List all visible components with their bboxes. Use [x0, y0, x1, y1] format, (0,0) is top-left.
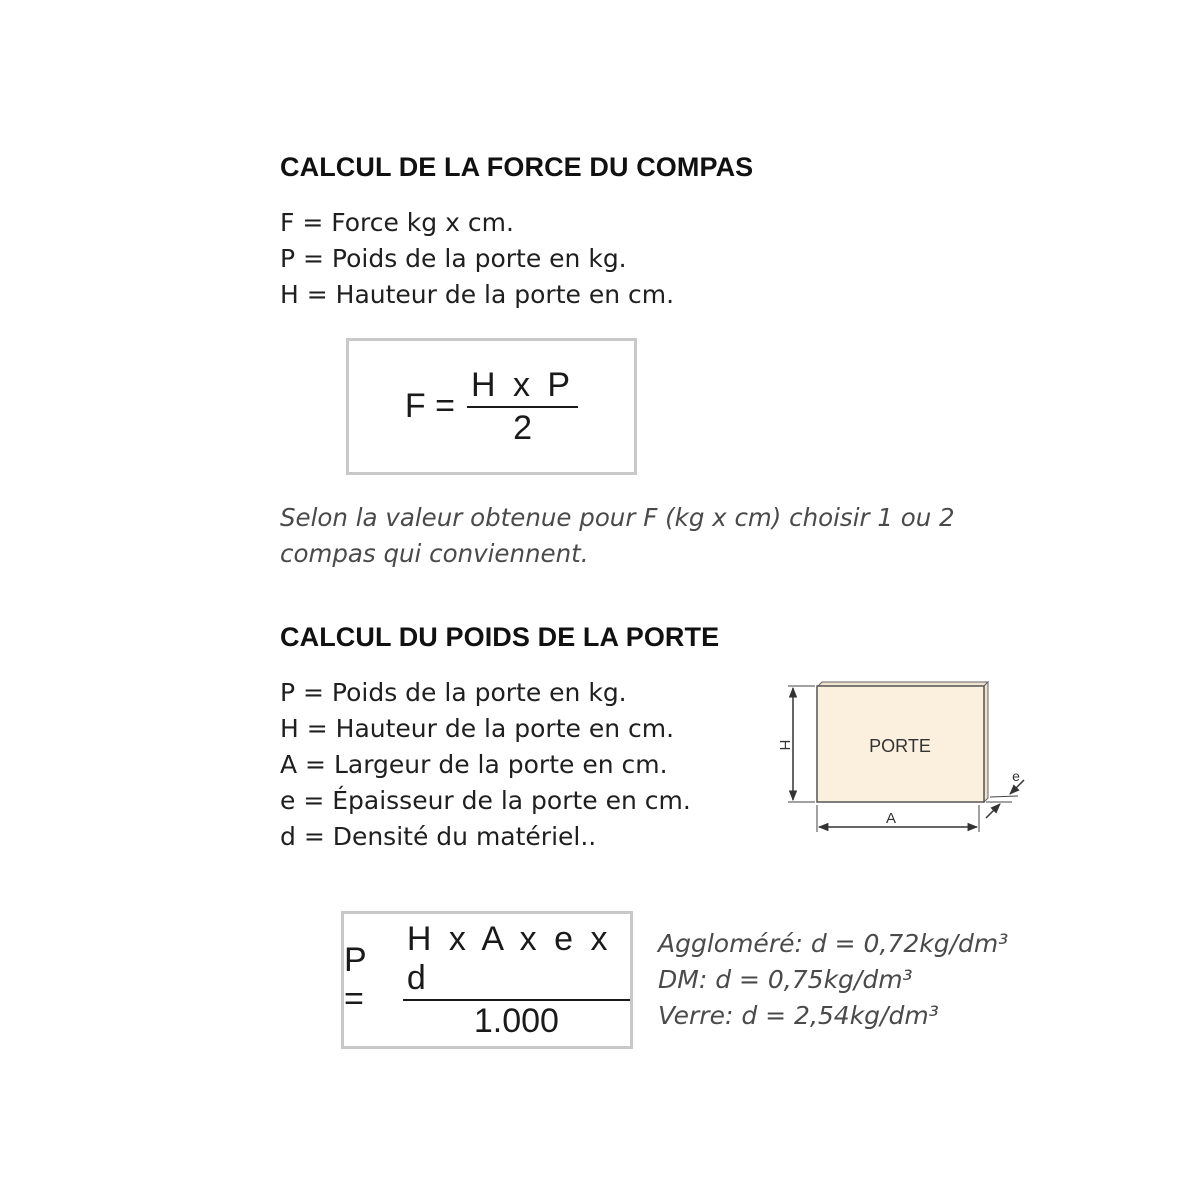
weight-formula-fraction [403, 920, 630, 1041]
weight-section-heading: CALCUL DU POIDS DE LA PORTE [280, 622, 720, 652]
definition-width: A = Largeur de la porte en cm. [280, 750, 668, 779]
definition-height: H = Hauteur de la porte en cm. [280, 280, 675, 309]
definition-thickness: e = Épaisseur de la porte en cm. [280, 786, 691, 815]
density-verre: Verre: d = 2,54kg/dm³ [658, 1001, 939, 1030]
material-densities-list [658, 926, 1008, 1034]
width-label: A [885, 810, 897, 827]
force-formula-denominator: 2 [513, 408, 532, 447]
door-label: PORTE [869, 736, 931, 756]
thickness-extension-back [990, 796, 1018, 797]
door-diagram [760, 670, 1040, 840]
force-formula-lhs: F = [404, 387, 455, 425]
force-formula-box [346, 338, 637, 475]
definition-density: d = Densité du matériel.. [280, 822, 597, 851]
force-selection-note [280, 500, 955, 572]
density-agglomere: Aggloméré: d = 0,72kg/dm³ [658, 929, 1009, 958]
definition-weight: P = Poids de la porte en kg. [280, 244, 627, 273]
weight-formula-box [341, 911, 633, 1049]
note-line-2: compas qui conviennent. [280, 539, 589, 568]
force-formula-fraction [467, 366, 578, 448]
weight-formula-denominator: 1.000 [473, 1001, 559, 1040]
force-section-heading: CALCUL DE LA FORCE DU COMPAS [280, 152, 754, 182]
definition-force: F = Force kg x cm. [280, 208, 514, 237]
weight-definitions-list [280, 675, 691, 855]
weight-formula-lhs: P = [344, 941, 367, 1018]
note-line-1: Selon la valeur obtenue pour F (kg x cm) choisir 1 ou 2 [280, 503, 955, 532]
height-label: H [776, 739, 793, 751]
thickness-arrow-lower [986, 804, 1000, 818]
force-definitions-list [280, 205, 674, 313]
definition-weight: P = Poids de la porte en kg. [280, 678, 627, 707]
density-dm: DM: d = 0,75kg/dm³ [658, 965, 913, 994]
weight-formula-numerator: H x A x e x d [406, 919, 612, 997]
thickness-label: e [1012, 768, 1020, 784]
definition-height: H = Hauteur de la porte en cm. [280, 714, 675, 743]
force-formula-numerator: H x P [470, 365, 575, 404]
